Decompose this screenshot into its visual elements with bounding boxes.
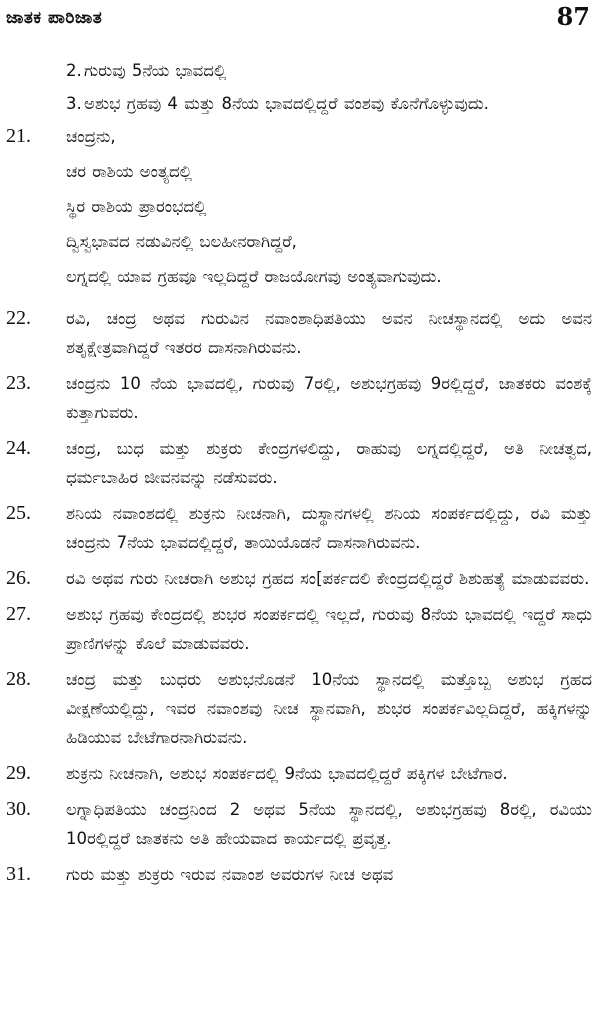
verse-entry-29 — [6, 759, 592, 788]
running-title: ಜಾತಕ ಪಾರಿಜಾತ — [6, 8, 103, 28]
verse-line: ಲಗ್ನದಲ್ಲಿ ಯಾವ ಗ್ರಹವೂ ಇಲ್ಲದಿದ್ದರೆ ರಾಜಯೋಗವು ಅಂತ್ಯವಾಗುವುದು. — [66, 267, 442, 286]
page-number: 87 — [556, 2, 590, 31]
verse-text: ಶುಕ್ರನು ನೀಚನಾಗಿ, ಅಶುಭ ಸಂಪರ್ಕದಲ್ಲಿ 9ನೆಯ ಭಾವದಲ್ಲಿದ್ದರೆ ಪಕ್ಕಿಗಳ ಬೇಟೆಗಾರ. — [66, 764, 508, 783]
verse-number: 23. — [6, 372, 31, 394]
verse-text: ಶನಿಯ ನವಾಂಶದಲ್ಲಿ ಶುಕ್ರನು ನೀಚನಾಗಿ, ದುಸ್ಥಾನಗಳಲ್ಲಿ ಶನಿಯ ಸಂಪರ್ಕದಲ್ಲಿದ್ದು, ರವಿ ಮತ್ತು ಚಂದ್ರನು 7ನೆಯ ಭಾವದಲ್ಲಿದ್ದರೆ, ತಾಯಿಯೊಡನೆ ದಾಸನಾಗಿರುವನು. — [66, 504, 592, 552]
verse-number: 22. — [6, 307, 31, 329]
verse-text: ಅಶುಭ ಗ್ರಹವು ಕೇಂದ್ರದಲ್ಲಿ ಶುಭರ ಸಂಪರ್ಕದಲ್ಲಿ ಇಲ್ಲದೆ, ಗುರುವು 8ನೆಯ ಭಾವದಲ್ಲಿ ಇದ್ದರೆ ಸಾಧು ಪ್ರಾಣಿಗಳನ್ನು ಕೊಲೆ ಮಾಡುವವರು. — [66, 605, 592, 653]
verse-number: 24. — [6, 437, 31, 459]
verse-entry-25 — [6, 499, 592, 557]
verse-entry-24 — [6, 434, 592, 492]
page-body — [6, 56, 592, 896]
page-header — [6, 2, 594, 36]
verse-entry-27 — [6, 600, 592, 658]
verse-text: ಚಂದ್ರ ಮತ್ತು ಬುಧರು ಅಶುಭನೊಡನೆ 10ನೆಯ ಸ್ಥಾನದಲ್ಲಿ ಮತ್ತೊಬ್ಬ ಅಶುಭ ಗ್ರಹದ ವೀಕ್ಷಣೆಯಲ್ಲಿದ್ದು, ಇವರ ನವಾಂಶವು ನೀಚ ಸ್ಥಾನವಾಗಿ, ಶುಭರ ಸಂಪರ್ಕವಿಲ್ಲದಿದ್ದರೆ, ಹಕ್ಕಿಗಳನ್ನು ಹಿಡಿಯುವ ಬೇಟೆಗಾರನಾಗಿರುವನು. — [66, 670, 592, 747]
verse-number: 26. — [6, 567, 31, 589]
verse-line: ಚಂದ್ರನು, — [66, 127, 116, 146]
sub-item-number: 2. — [66, 61, 82, 80]
sub-item-text: ಗುರುವು 5ನೆಯ ಭಾವದಲ್ಲಿ — [84, 61, 227, 80]
verse-number: 29. — [6, 762, 31, 784]
verse-text: ಚಂದ್ರ, ಬುಧ ಮತ್ತು ಶುಕ್ರರು ಕೇಂದ್ರಗಳಲಿದ್ದು, ರಾಹುವು ಲಗ್ನದಲ್ಲಿದ್ದರೆ, ಅತಿ ನೀಚತ್ವದ, ಧರ್ಮಬಾಹಿರ ಜೀವನವನ್ನು ನಡೆಸುವರು. — [66, 439, 592, 487]
verse-number: 21. — [6, 125, 31, 147]
verse-entry-23 — [6, 369, 592, 427]
verse-entry-31 — [6, 860, 592, 889]
verse-entry-21 — [6, 122, 592, 297]
verse-entry-28 — [6, 665, 592, 752]
verse-line: ಸ್ಥಿರ ರಾಶಿಯ ಪ್ರಾರಂಭದಲ್ಲಿ — [66, 197, 207, 216]
sub-item — [66, 89, 592, 118]
verse-text: ರವಿ, ಚಂದ್ರ ಅಥವ ಗುರುವಿನ ನವಾಂಶಾಧಿಪತಿಯು ಅವನ ನೀಚಸ್ಥಾನದಲ್ಲಿ ಅದು ಅವನ ಶತೃಕ್ಷೇತ್ರವಾಗಿದ್ದರೆ ಇತರರ ದಾಸನಾಗಿರುವನು. — [66, 309, 592, 357]
verse-number: 25. — [6, 502, 31, 524]
sub-item-text: ಅಶುಭ ಗ್ರಹವು 4 ಮತ್ತು 8ನೆಯ ಭಾವದಲ್ಲಿದ್ದರೆ ವಂಶವು ಕೊನೆಗೊಳ್ಳುವುದು. — [84, 94, 489, 113]
verse-text: ಲಗ್ನಾಧಿಪತಿಯು ಚಂದ್ರನಿಂದ 2 ಅಥವ 5ನೆಯ ಸ್ಥಾನದಲ್ಲಿ, ಅಶುಭಗ್ರಹವು 8ರಲ್ಲಿ, ರವಿಯು 10ರಲ್ಲಿದ್ದರೆ ಜಾತಕನು ಅತಿ ಹೇಯವಾದ ಕಾರ್ಯದಲ್ಲಿ ಪ್ರವೃತ್ತ. — [66, 800, 592, 848]
verse-number: 31. — [6, 863, 31, 885]
verse-entry-26 — [6, 564, 592, 593]
verse-text: ಚಂದ್ರನು 10 ನೆಯ ಭಾವದಲ್ಲಿ, ಗುರುವು 7ರಲ್ಲಿ, ಅಶುಭಗ್ರಹವು 9ರಲ್ಲಿದ್ದರೆ, ಜಾತಕರು ವಂಶಕ್ಕೆ ಕುತ್ತಾಗುವರು. — [66, 374, 592, 422]
verse-text: ಗುರು ಮತ್ತು ಶುಕ್ರರು ಇರುವ ನವಾಂಶ ಅವರುಗಳ ನೀಚ ಅಥವ — [66, 865, 394, 884]
verse-entry-30 — [6, 795, 592, 853]
verse-line: ದ್ವಿಸ್ವಭಾವದ ನಡುವಿನಲ್ಲಿ ಬಲಹೀನರಾಗಿದ್ದರೆ, — [66, 232, 297, 251]
sub-item-number: 3. — [66, 94, 82, 113]
verse-line: ಚರ ರಾಶಿಯ ಅಂತ್ಯದಲ್ಲಿ — [66, 162, 193, 181]
verse-number: 27. — [6, 603, 31, 625]
verse-number: 30. — [6, 798, 31, 820]
verse-number: 28. — [6, 668, 31, 690]
sub-item — [66, 56, 592, 85]
verse-text — [66, 122, 592, 297]
verse-text: ರವಿ ಅಥವ ಗುರು ನೀಚರಾಗಿ ಅಶುಭ ಗ್ರಹದ ಸಂ[ಪರ್ಕದಲಿ ಕೇಂದ್ರದಲ್ಲಿದ್ದರೆ ಶಿಶುಹತ್ಯೆ ಮಾಡುವವರು. — [66, 569, 590, 588]
verse-entry-22 — [6, 304, 592, 362]
